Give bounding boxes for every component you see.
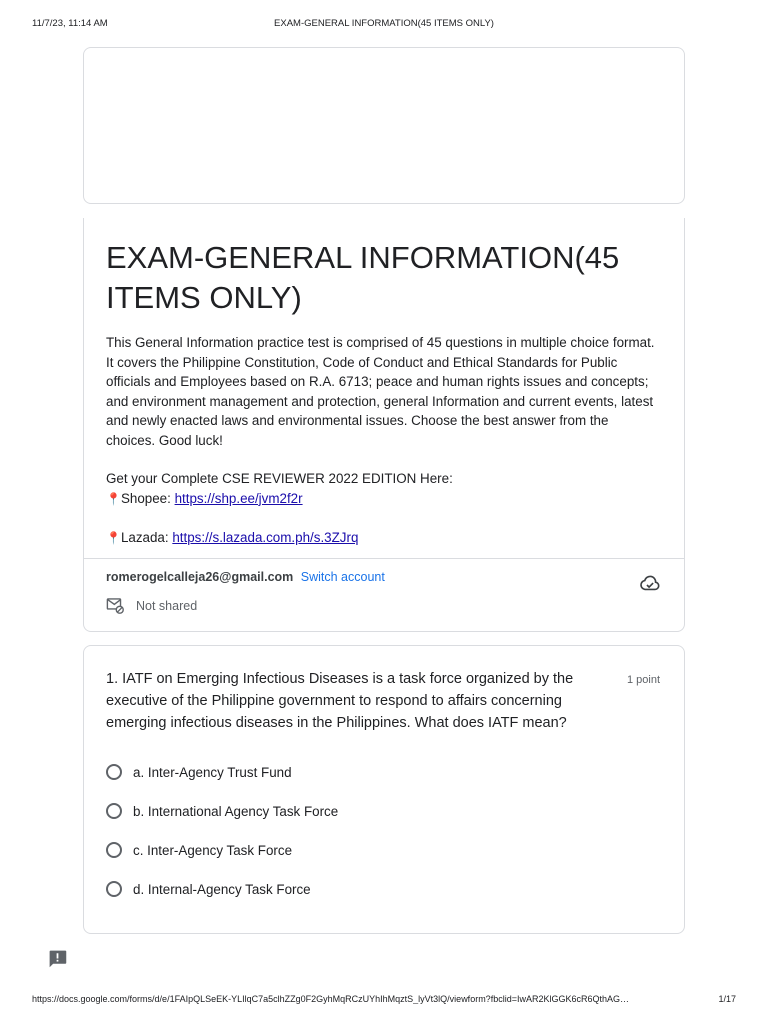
option-label: d. Internal-Agency Task Force xyxy=(133,881,311,897)
print-url: https://docs.google.com/forms/d/e/1FAIpQLSeEK-YLIlqC7a5clhZZg0F2GyhMqRCzUYhIhMqztS_lyVt3lQ/viewform?fbclid=IwAR2KlGGK6cR6QthAG… xyxy=(32,994,629,1004)
print-header xyxy=(0,18,768,32)
account-row xyxy=(106,570,385,584)
lazada-line xyxy=(106,528,661,549)
form-info-card xyxy=(83,218,685,632)
not-shared-status xyxy=(106,597,197,614)
print-footer xyxy=(0,994,768,1008)
radio-button[interactable] xyxy=(106,881,122,897)
radio-button[interactable] xyxy=(106,803,122,819)
shopee-link[interactable]: https://shp.ee/jvm2f2r xyxy=(174,490,303,506)
option-d[interactable] xyxy=(106,881,311,897)
radio-button[interactable] xyxy=(106,842,122,858)
divider xyxy=(84,558,684,559)
report-feedback-icon[interactable] xyxy=(47,948,68,969)
option-b[interactable] xyxy=(106,803,338,819)
print-datetime: 11/7/23, 11:14 AM xyxy=(32,18,108,29)
lazada-label: Lazada: xyxy=(120,530,173,545)
question-text: 1. IATF on Emerging Infectious Diseases is a task force organized by the executive of the Philippine government to respond to affairs concerning emerging infectious diseases in the Philippines. What does IATF mean? xyxy=(106,671,574,731)
option-label: a. Inter-Agency Trust Fund xyxy=(133,764,292,780)
description-text: This General Information practice test is comprised of 45 questions in multiple choice format. It covers the Philippine Constitution, Code of Conduct and Ethical Standards for Public officials and Employees based on R.A. 6713; peace and human rights issues and concepts; and environment management and protection, general Information and current events, latest and newly enacted laws and environmental issues. Choose the best answer from the choices. Good luck! xyxy=(106,335,655,448)
not-shared-label: Not shared xyxy=(136,598,198,613)
form-title: EXAM-GENERAL INFORMATION(45 ITEMS ONLY) xyxy=(106,240,620,315)
pin-icon: 📍 xyxy=(106,491,121,506)
reviewer-line: Get your Complete CSE REVIEWER 2022 EDITION Here: xyxy=(106,471,453,486)
form-description xyxy=(106,333,661,549)
account-email: romerogelcalleja26@gmail.com xyxy=(106,570,294,584)
header-banner xyxy=(83,47,685,204)
option-c[interactable] xyxy=(106,842,292,858)
print-title: EXAM-GENERAL INFORMATION(45 ITEMS ONLY) xyxy=(274,18,494,29)
mail-off-icon xyxy=(106,597,125,614)
lazada-link[interactable]: https://s.lazada.com.ph/s.3ZJrq xyxy=(172,530,359,545)
option-a[interactable] xyxy=(106,764,292,780)
cloud-done-icon xyxy=(639,572,661,594)
radio-button[interactable] xyxy=(106,764,122,780)
switch-account-link[interactable]: Switch account xyxy=(300,570,385,584)
page-number: 1/17 xyxy=(718,994,736,1004)
question-card xyxy=(83,645,685,934)
question-points: 1 point xyxy=(627,674,661,686)
shopee-line xyxy=(106,489,661,510)
pin-icon: 📍 xyxy=(106,531,121,545)
shopee-label: Shopee: xyxy=(120,490,175,506)
option-label: c. Inter-Agency Task Force xyxy=(133,842,293,858)
option-label: b. International Agency Task Force xyxy=(133,803,339,819)
